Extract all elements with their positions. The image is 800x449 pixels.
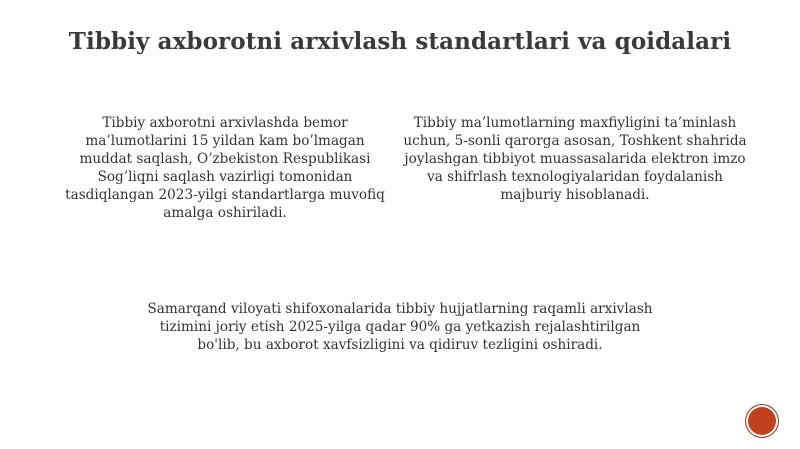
paragraph-left: Tibbiy axborotni arxivlashda bemor ma’lumotlarini 15 yildan kam bo’lmagan muddat saqlash, O’zbekiston Respublikasi Sog’liqni saqlash vazirligi tomonidan tasdiqlangan 2023-yilgi standartlarga muvofiq amalga oshiriladi. (65, 115, 385, 221)
paragraph-bottom: Samarqand viloyati shifoxonalarida tibbiy hujjatlarning raqamli arxivlash tizimini joriy etish 2025-yilga qadar 90% ga yetkazish rejalashtirilgan bo'lib, bu axborot xavfsizligini va qidiruv tezligini oshiradi. (147, 301, 653, 353)
paragraph-right: Tibbiy ma’lumotlarning maxfiyligini ta’minlash uchun, 5-sonli qarorga asosan, Toshkent shahrida joylashgan tibbiyot muassasalarida elektron imzo va shifrlash texnologiyalaridan foydalanish majburiy hisoblanadi. (403, 115, 747, 203)
slide-title: Tibbiy axborotni arxivlash standartlari va qoidalari (68, 28, 732, 55)
next-slide-button[interactable] (748, 407, 776, 435)
